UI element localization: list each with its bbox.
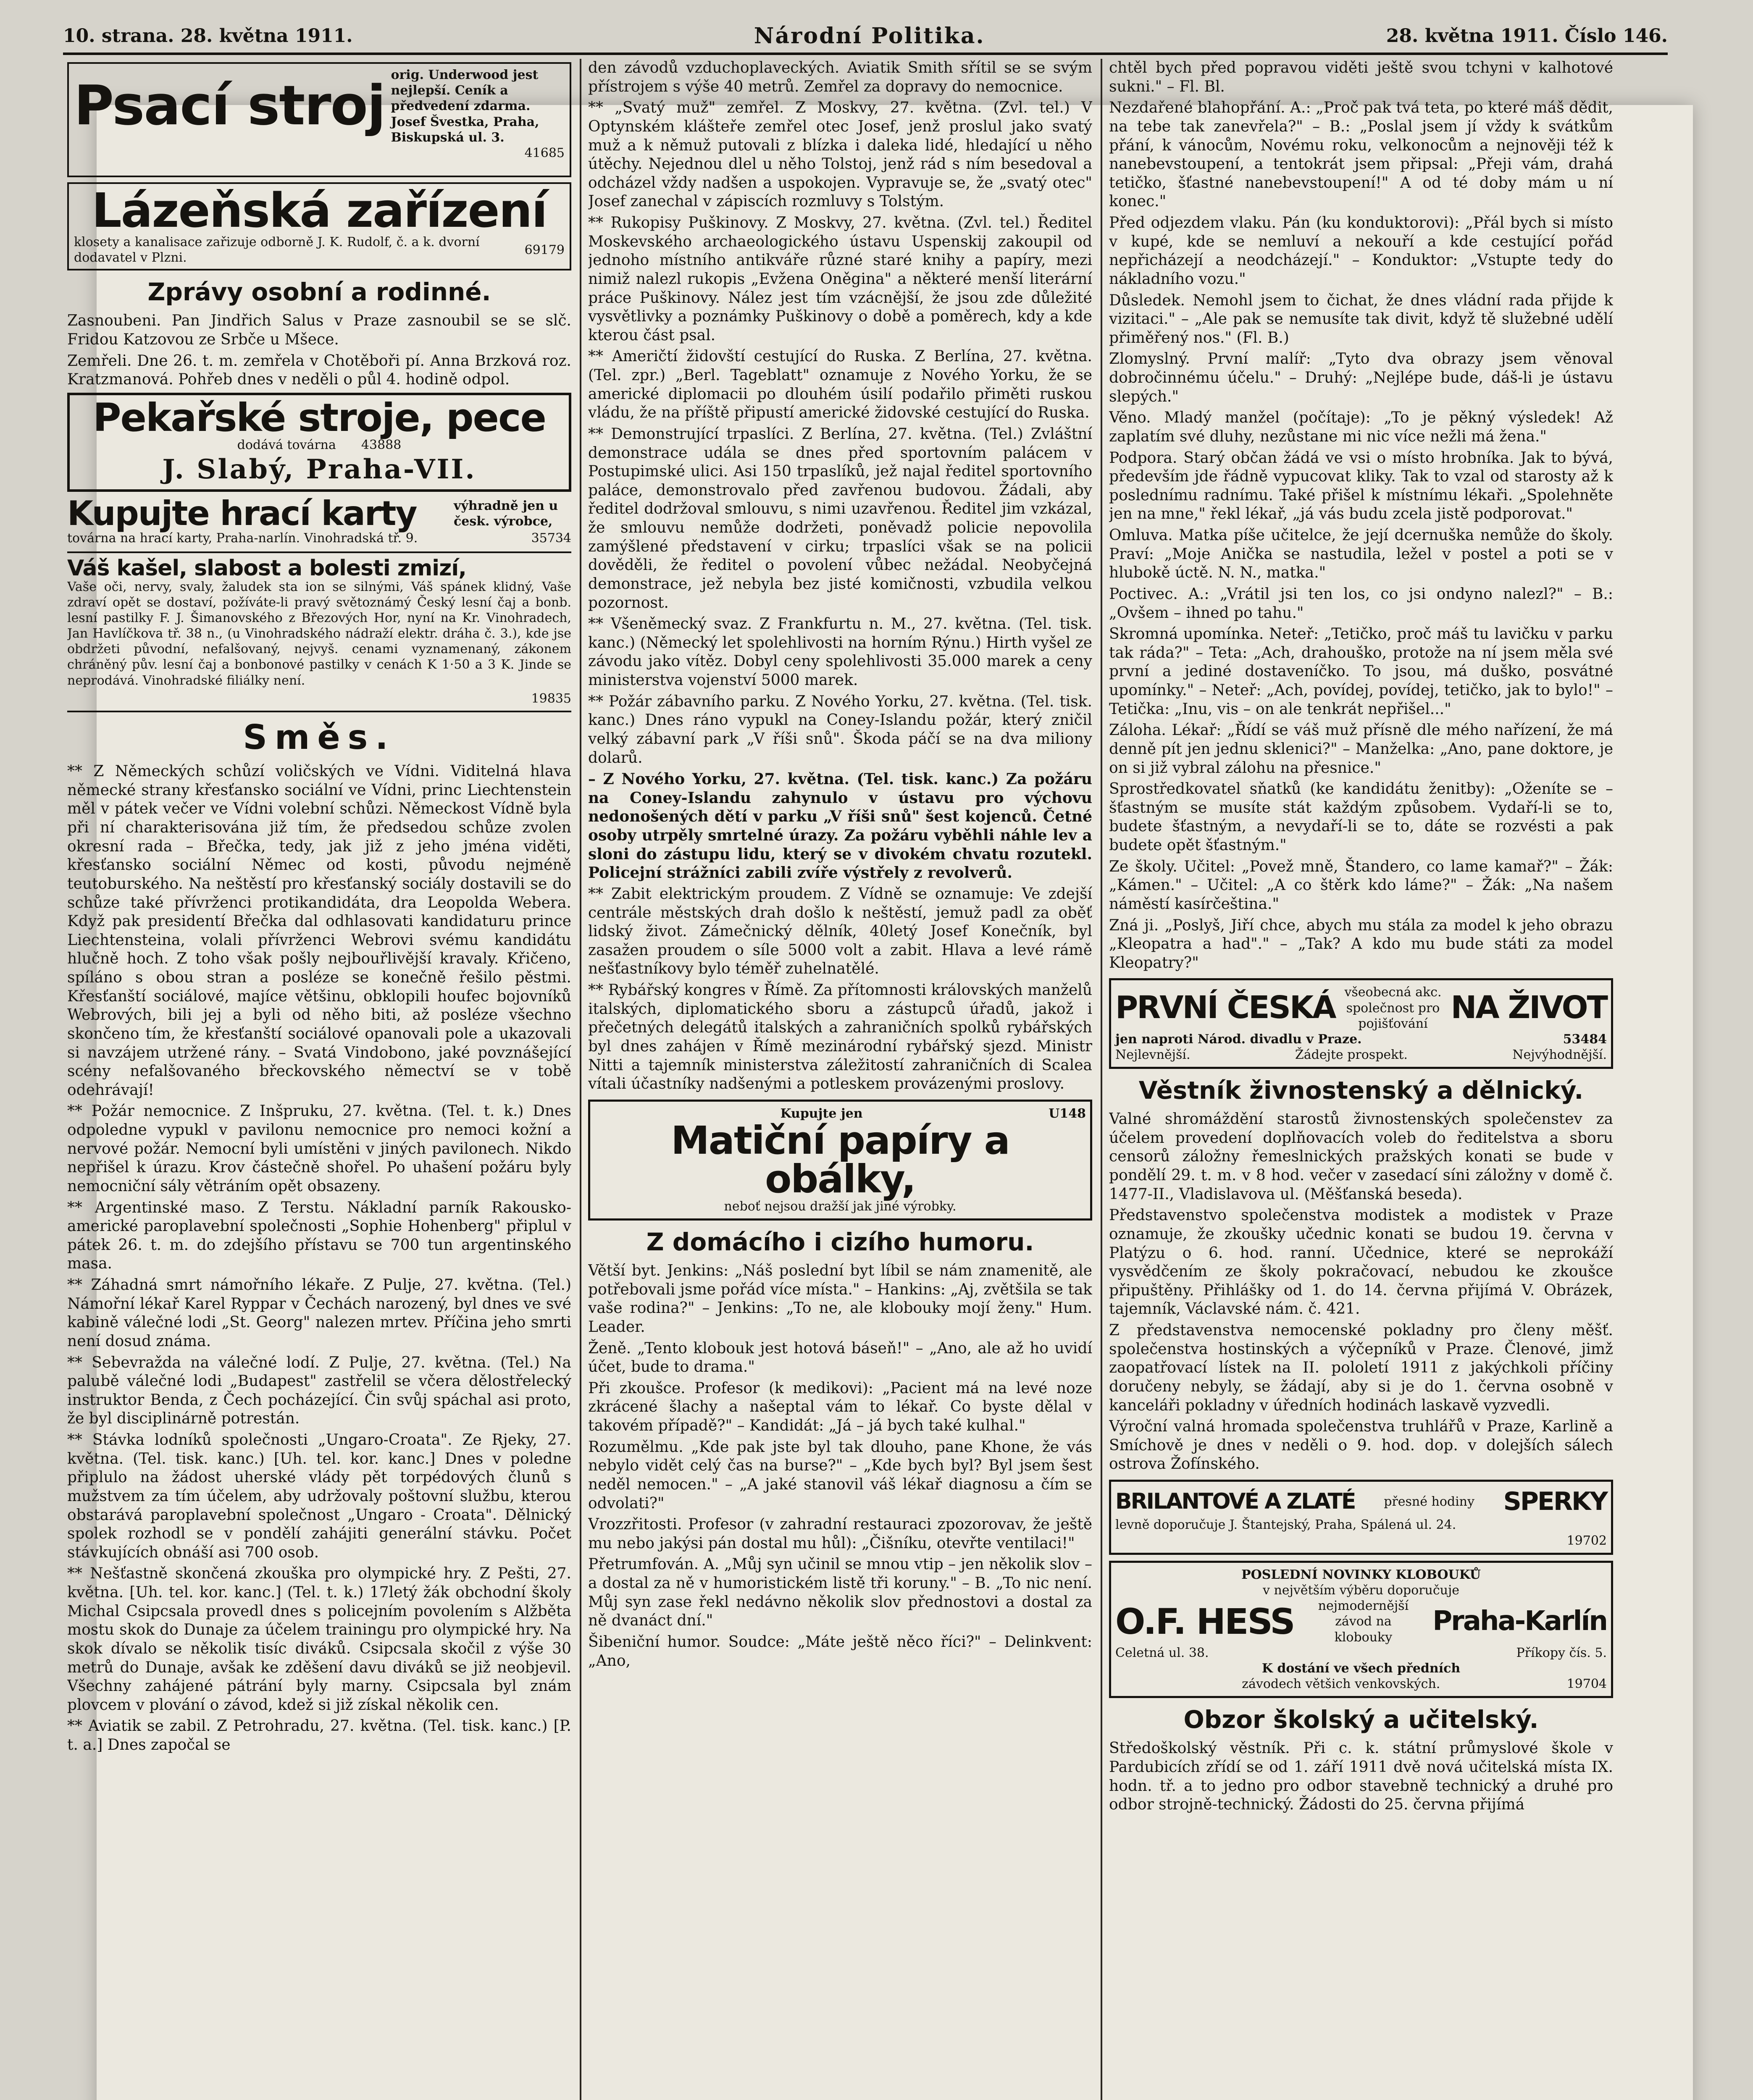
ad-maticni-top-right: U148	[1049, 1106, 1086, 1121]
news-paragraph: ** Demonstrující trpaslíci. Z Berlína, 27. května. (Tel.) Zvláštní demonstrace udála se dnes před sportovním palácem v Postupimské ulici. Asi 150 trpaslíků, jež najal ředitel sportovního paláce, demonstrovalo před zavřenou budovou. Žádali, aby ředitel dodržoval smlouvu, s nimi uzavřenou. Ředitel jim vzkázal, že smlouvu nemůže dodržeti, poněvadž policie nepovolila zamýšlené představení v cirku; trpaslíci však se na policii dověděli, že ředitel o povolení vůbec nežádal. Neobyčejná demonstrace, jež nebyla bez jisté komičnosti, vzbudila velkou pozornost.	[588, 425, 1092, 612]
ad-hess-city: Praha-Karlín	[1432, 1606, 1607, 1637]
ad-brilant-code: 19702	[1566, 1533, 1607, 1548]
smes-paragraph: ** Nešťastně skončená zkouška pro olympické hry. Z Pešti, 27. května. [Uh. tel. kor. kanc.] (Tel. t. k.) 17letý žák obchodní školy Michal Csipcsala provedl dnes s policejním povolením s Alžběta mostu skok do Dunaje za účelem trainingu pro olympické hry. Na skok dívalo se několik tisíc diváků. Csipcsala skočil z výše 30 metrů do Dunaje, avšak ke zděšení davu diváků se již neobjevil. Všechny zahájené pátrání byly marny. Csipcsala byl znám plovcem v plování o závod, kdež si již získal několik cen.	[67, 1565, 571, 1714]
zpravy-paragraph: Zemřeli. Dne 26. t. m. zemřela v Chotěboři pí. Anna Brzková roz. Kratzmanová. Pohřeb dnes v neděli o půl 4. hodině odpol.	[67, 352, 571, 388]
column-3	[1109, 59, 1613, 2100]
obzor-paragraph: Středoškolský věstník. Při c. k. státní průmyslové škole v Pardubicích zřídí se od 1. září 1911 dvě nová učitelská místa IX. hodn. tř. a to jedno pro odbor stavebně technický a druhé pro odbor strojně-technický. Žádosti do 25. června přijímá	[1109, 1740, 1613, 1814]
ad-lazenska-zarizeni	[67, 182, 571, 270]
humor-paragraph: Skromná upomínka. Neteř: „Tetičko, proč máš tu lavičku v parku tak ráda?" – Teta: „Ach, drahouško, protože na ní jsem měla své první a jediné dostaveníčko. To jsou, má duško, posvátné upomínky." – Neteř: „Ach, povídej, povídej, tetičko, jak to bylo!" – Tetička: „Inu, vis – on ale tenkrát nepřišel..."	[1109, 625, 1613, 718]
news-paragraph: – Z Nového Yorku, 27. května. (Tel. tisk. kanc.) Za požáru na Coney-Islandu zahynulo v ústavu pro výchovu nedonošených dětí v parku „V říši snů" šest kojenců. Četné osoby utrpěly smrtelné úrazy. Za požáru vyběhli náhle lev a sloni do zástupu lidu, který se v divokém chvatu rozutekl. Policejní strážníci zabili zvíře výstřely z revolverů.	[588, 770, 1092, 882]
zpravy-paragraph: Zasnoubeni. Pan Jindřich Salus v Praze zasnoubil se se slč. Fridou Katzovou ze Srbče u Mšece.	[67, 312, 571, 348]
ad-hess-addr-left: Celetná ul. 38.	[1115, 1645, 1209, 1660]
ad-hess-name: O.F. HESS	[1115, 1601, 1294, 1642]
news-paragraph: ** Rukopisy Puškinovy. Z Moskvy, 27. května. (Zvl. tel.) Ředitel Moskevského archaeologického ústavu Uspenskij zakoupil od jednoho místního antikváře různé staré knihy a papíry, mezi nimiž nalezl rukopis „Evžena Oněgina" a některé menší literární práce Puškinovy. Nález jest tím vzácnější, že jsou zde důležité vysvětlivky a poznámky Puškinovy o době a poměrech, kdy a kde kterou část psal.	[588, 214, 1092, 344]
humor-paragraph: Ze školy. Učitel: „Povež mně, Štandero, co lame kamař?" – Žák: „Kámen." – Učitel: „A co štěrk kdo láme?" – Žák: „Na našem náměstí kasírčeština."	[1109, 858, 1613, 913]
ad-prvni-left: PRVNÍ ČESKÁ	[1115, 990, 1335, 1026]
masthead-left: 10. strana. 28. května 1911.	[63, 25, 353, 47]
humor-paragraph: Důsledek. Nemohl jsem to čichat, že dnes vládní rada přijde k vizitaci." – „Ale pak se nemusíte tak divit, když tě služebné udělí přiměřený nos." (Fl. B.)	[1109, 291, 1613, 346]
humor-paragraph: Před odjezdem vlaku. Pán (ku konduktorovi): „Přál bych si místo v kupé, kde se nemluví a nekouří a kde cestující pořád nepřicházejí a neodcházejí." – Konduktor: „Vstupte tedy do nákladního vozu."	[1109, 214, 1613, 288]
humor-paragraph: Přetrumfován. A. „Můj syn učinil se mnou vtip – jen několik slov – a dostal za ně v humoristickém listě tři koruny." – B. „To nic není. Můj syn zase řekl nedávno několik slov přednostovi a dostal za ně dvanáct dní."	[588, 1556, 1092, 1630]
ad-lazenska-text: klosety a kanalisace zařizuje odborně J. K. Rudolf, č. a k. dvorní dodavatel v Plzni.	[74, 235, 480, 265]
ad-psaci-text: orig. Underwood jest nejlepší. Ceník a předvedení zdarma. Josef Švestka, Praha, Biskupská ul. 3.	[391, 68, 539, 145]
humor-paragraph: Poctivec. A.: „Vrátil jsi ten los, co jsi ondyno nalezl?" – B.: „Ovšem – ihned po tahu."	[1109, 585, 1613, 622]
column-divider	[1101, 59, 1102, 2100]
ad-hess-mid: nejmodernější závod na klobouky	[1318, 1599, 1409, 1645]
humor-paragraph: Omluva. Matka píše učitelce, že její dcernuška nemůže do školy. Praví: „Moje Anička se nastudila, ležel v postel a poti se v hlubokě úctě. N. N., matka."	[1109, 527, 1613, 582]
humor-paragraph: Ženě. „Tento klobouk jest hotová báseň!" – „Ano, ale až ho uvidí účet, bude to drama."	[588, 1339, 1092, 1376]
ad-hess-code: 19704	[1566, 1677, 1607, 1692]
humor-paragraph: Sprostředkovatel sňatků (ke kandidátu ženitby): „Oženíte se – šťastným se musíte stát každým způsobem. Vydaří-li se to, budete šťastným, a nevydaří-li se to, dáte se rozvésti a pak budete opět šťastným."	[1109, 780, 1613, 854]
ad-pekarske-firm: J. Slabý, Praha-VII.	[162, 453, 476, 485]
vestnik-paragraph: Valné shromáždění starostů živnostenských společenstev za účelem provedení doplňovacích voleb do ředitelstva a sboru censorů záložny řemeslnických pražských konati se bude v pondělí 29. t. m. v 8 hod. večer v zasedací síni záložny v domě č. 1477-II., Vladislavova ul. (Měšťanská beseda).	[1109, 1110, 1613, 1203]
humor-paragraph: Záloha. Lékař: „Řídí se váš muž přísně dle mého nařízení, že má denně pít jen jednu sklenici?" – Manželka: „Ano, pane doktore, je on si již vybral zálohu na přesnice."	[1109, 722, 1613, 777]
humor-paragraph: Větší byt. Jenkins: „Náš poslední byt líbil se nám znamenitě, ale potřebovali jsme pořád více místa." – Hankins: „Aj, zvětšila se tak vaše rodina?" – Jenkins: „To ne, ale klobouky mojí ženy." Hum. Leader.	[588, 1262, 1092, 1336]
ad-brilant-text: levně doporučuje J. Štantejský, Praha, Spálená ul. 24.	[1115, 1517, 1456, 1533]
ad-prvni-middle: všeobecná akc. společnost pro pojišťování	[1344, 985, 1442, 1031]
ad-brilant-right: SPERKY	[1503, 1487, 1607, 1517]
obzor-heading: Obzor školský a učitelský.	[1183, 1705, 1539, 1734]
humor-paragraph: Podpora. Starý občan žádá ve vsi o místo hrobníka. Jak to bývá, především jde řádně vypucovat kliky. Tak to vzal od starosty až k poslednímu radnímu. Také přišel k místnímu lékaři. „Spolehněte jen na mne," řekl lékař, „já vás budu zcela jistě podporovat."	[1109, 449, 1613, 523]
smes-heading: Směs.	[243, 718, 396, 757]
column-2	[588, 59, 1092, 2100]
ad-lazenska-code: 69179	[524, 242, 565, 257]
ad-karty-sub: továrna na hrací karty, Praha-narlín. Vinohradská tř. 9.	[67, 531, 418, 546]
ad-pekarske-title: Pekařské stroje, pece	[93, 395, 546, 440]
smes-paragraph: ** Aviatik se zabil. Z Petrohradu, 27. května. (Tel. tisk. kanc.) [P. t. a.] Dnes započal se	[67, 1717, 571, 1754]
humor-paragraph: chtěl bych před popravou viděti ještě svou tchyni v kalhotové sukni." – Fl. Bl.	[1109, 59, 1613, 95]
ad-prvni-ceska	[1109, 978, 1613, 1069]
news-paragraph: den závodů vzduchoplaveckých. Aviatik Smith sřítil se se svým přístrojem s výše 40 metrů. Zemřel za dopravy do nemocnice.	[588, 59, 1092, 95]
ad-brilant-left: BRILANTOVÉ A ZLATÉ	[1115, 1489, 1355, 1515]
ad-prvni-address: jen naproti Národ. divadlu v Praze.	[1115, 1032, 1362, 1047]
smes-paragraph: ** Záhadná smrt námořního lékaře. Z Pulje, 27. května. (Tel.) Námořní lékař Karel Ryppar v Čechách narozený, byl dnes ve své kabině válečné lodi „St. Georg" nalezen mrtev. Příčina jeho smrti není dosud známa.	[67, 1276, 571, 1350]
humor-paragraph: Vrozzřitosti. Profesor (v zahradní restauraci zpozorovav, že ještě mu nebo jakýsi pán dostal mu hůl): „Čišníku, otevřte ventilaci!"	[588, 1516, 1092, 1552]
column-divider	[580, 59, 581, 2100]
masthead-right: 28. května 1911. Číslo 146.	[1386, 25, 1668, 47]
ad-kasel-title: Váš kašel, slabost a bolesti zmizí,	[67, 555, 466, 581]
news-paragraph: ** Američtí židovští cestující do Ruska. Z Berlína, 27. května. (Tel. zpr.) „Berl. Tageblatt" oznamuje z Nového Yorku, že se americké diplomacii po dlouhém úsilí podařilo přiměti ruskou vládu, že na příště připustí americké židovské cestující do Ruska.	[588, 348, 1092, 422]
ad-lazenska-title: Lázeňská zařízení	[92, 184, 547, 238]
ad-prvni-bottom-left: Nejlevnější.	[1115, 1047, 1191, 1063]
ad-maticni-top-left: Kupujte jen	[780, 1106, 863, 1121]
vestnik-paragraph: Z představenstva nemocenské pokladny pro členy měšť. společenstva hostinských a výčepníků v Praze. Členové, jimž zaopatřovací lístek na II. pololetí 1911 z jakýchkoli příčiny doručeny nebyly, se žádají, aby si je do 1. června osobně v kanceláři pokladny v úředních hodinách laskavě vyzvedli.	[1109, 1322, 1613, 1414]
ad-prvni-right: NA ŽIVOT	[1451, 990, 1607, 1026]
ad-karty-code: 35734	[531, 531, 571, 546]
ad-hess-bottom1: K dostání ve všech předních	[1262, 1661, 1461, 1676]
ad-karty-title: Kupujte hrací karty	[67, 494, 417, 533]
ad-hraci-karty	[67, 494, 571, 546]
ad-kasel-text: Vaše oči, nervy, svaly, žaludek sta ion se silnými, Váš spánek klidný, Vaše zdraví opět se dostaví, požíváte-li pravý světoznámý Český lesní čaj a bonb. lesní pastilky F. J. Šimanovského z Březových Hor, nyní na Kr. Vinohradech, Jan Havlíčkova tř. 38 n., (u Vinohradského nádraží elektr. dráha č. 3.), kde jse obdržeti původní, nefalšovaný, nejvyš. cenami vyznamenaný, zákonem chráněný pův. lesní čaj a bonbonové pastilky v cenách K 1·50 a 3 K. Jinde se neprodává. Vinohradské filiálky není.	[67, 579, 571, 688]
zpravy-heading: Zprávy osobní a rodinné.	[147, 278, 491, 307]
humor-paragraph: Zlomyslný. První malíř: „Tyto dva obrazy jsem věnoval dobročinnému účelu." – Druhý: „Nejlépe bude, dáš-li je ústavu slepých."	[1109, 350, 1613, 405]
humor-paragraph: Při zkoušce. Profesor (k medikovi): „Pacient má na levé noze zkrácené šlachy a našeptal vám to lékař. Co byste dělal v takovém případě?" – Kandidát: „Já – já bych také kulhal."	[588, 1379, 1092, 1435]
ad-psaci-stroj	[67, 62, 571, 177]
smes-paragraph: ** Sebevražda na válečné lodí. Z Pulje, 27. května. (Tel.) Na palubě válečné lodi „Budapest" zastřelil se včera dělostřelecký instruktor Benda, z Čech pocházející. Čin svůj spáchal asi proto, že byl disciplinárně potrestán.	[67, 1354, 571, 1428]
ad-maticni-sub: neboť nejsou dražší jak jiné výrobky.	[724, 1199, 957, 1214]
ad-pekarske-sub: dodává továrna	[237, 437, 336, 452]
ad-prvni-code: 53484	[1563, 1032, 1607, 1047]
ad-pekarske-code: 43888	[361, 437, 402, 452]
humor-heading: Z domácího i cizího humoru.	[646, 1228, 1034, 1257]
smes-paragraph: ** Argentinské maso. Z Terstu. Nákladní parník Rakousko-americké paroplavební společnosti „Sophie Hohenberg" připlul v pátek 26. t. m. do zdejšího přístavu se 700 tun argentinského masa.	[67, 1199, 571, 1273]
vestnik-heading: Věstník živnostenský a dělnický.	[1138, 1076, 1584, 1105]
news-paragraph: ** Zabit elektrickým proudem. Z Vídně se oznamuje: Ve zdejší centrále městských drah došlo k neštěstí, jemuž padl za oběť lidský život. Zámečnický dělník, 40letý Josef Konečník, byl zasažen proudem o síle 5000 volt a zabit. Hlava a levé rámě nešťastníkovy bylo téměř zuhelnatělé.	[588, 885, 1092, 978]
humor-paragraph: Šibeniční humor. Soudce: „Máte ještě něco říci?" – Delinkvent: „Ano,	[588, 1633, 1092, 1670]
vestnik-paragraph: Představenstvo společenstva modistek a modistek v Praze oznamuje, že zkoušky učednic konati se budou 19. června v Platýzu o 6. hod. ranní. Učednice, které se neprokáží vysvědčením ze školy pokračovací, nebudou ke zkoušce připuštěny. Přihlášky od 1. do 14. června přijímá V. Obrázek, tajemník, Václavské nám. č. 421.	[1109, 1207, 1613, 1318]
masthead-title: Národní Politika.	[754, 23, 985, 49]
ad-hess-top1: POSLEDNÍ NOVINKY KLOBOUKŮ	[1241, 1567, 1481, 1582]
ad-kasel-code: 19835	[531, 691, 571, 706]
masthead	[63, 21, 1668, 50]
ad-psaci-code: 41685	[524, 145, 565, 160]
column-1	[67, 59, 571, 2100]
ad-hess-top2: v největším výběru doporučuje	[1262, 1583, 1460, 1598]
ad-pekarske-stroje	[67, 393, 571, 492]
smes-paragraph: ** Požár nemocnice. Z Inšpruku, 27. května. (Tel. t. k.) Dnes odpoledne vypukl v pavilonu nemocnice pro nemoci kožní a nervové požár. Nemocní byli umístěni v jiných pavilonech. Nikdo nepřišel k úrazu. Krov částečně shořel. Po uhašení požáru byly nemocniční sály větráním opět obsazeny.	[67, 1102, 571, 1195]
humor-paragraph: Věno. Mladý manžel (počítaje): „To je pěkný výsledek! Až zaplatím své dluhy, nezůstane mi nic více nežli má žena."	[1109, 409, 1613, 445]
ad-karty-right: výhradně jen u česk. výrobce,	[454, 499, 558, 529]
humor-paragraph: Nezdařené blahopřání. A.: „Proč pak tvá teta, po které máš dědit, na tebe tak zanevřela?" – B.: „Poslal jsem jí vždy k svátkům přání, k vánocům, Novému roku, velkonocům a nejnověji též k nanebevstoupení, a tentokrát jsem připsal: „Přeji vám, drahá tetičko, šťastné nanebevstoupení!" A od té doby mám u ní konec."	[1109, 99, 1613, 210]
ad-hess	[1109, 1561, 1613, 1698]
ad-hess-bottom2: závodech většich venkovských.	[1242, 1677, 1440, 1692]
news-paragraph: ** Rybářský kongres v Římě. Za přítomnosti královských manželů italských, diplomatického sboru a zástupců úřadů, jakož i přečetných delegátů italských a zahraničních spolků rybářských byl dnes zahájen v Římě mezinárodní rybářský sjezd. Ministr Nitti a tajemník ministerstva záležitostí zahraničních di Scalea vítali účastníky nadšenými a potleskem provázenými proslovy.	[588, 982, 1092, 1093]
news-paragraph: ** Všeněmecký svaz. Z Frankfurtu n. M., 27. května. (Tel. tisk. kanc.) (Německý let spolehlivosti na horním Rýnu.) Hirth vyšel ze závodu jako vítěz. Dobyl ceny spolehlivosti 35.000 marek a ceny ministerstva vojenství 5000 marek.	[588, 615, 1092, 689]
ad-maticni-title: Matiční papíry a obálky,	[671, 1118, 1009, 1202]
ad-prvni-bottom-mid: Žádejte prospekt.	[1295, 1047, 1408, 1063]
ad-maticni-papiry	[588, 1100, 1092, 1221]
smes-paragraph: ** Z Německých schůzí voličských ve Vídni. Viditelná hlava německé strany křesťansko sociální ve Vídni, princ Liechtenstein měl v pátek večer ve Vídni volební schůzi. Německost Vídně byla při ní charakterisována již tím, že předsedou schůze zvolen okresní rada – Břečka, tedy, jak již z jeho jména viděti, křesťansko sociální Němec od kosti, původu nejméně teutoburského. Na neštěstí pro křesťanský sociály dostavili se do schůze také přívrženci protikandidáta, dra Leopolda Webera. Když pak presidentí Břečka dal odhlasovati kandidaturu prince Liechtensteina, volali přívrženci Webrovi svému kandidátu hlučně hoch. Z toho však pošly nejbouřlivější kravaly. Křičeno, spíláno s obou stran a posléze se konečně řešilo pěstmi. Křesťanští sociálové, majíce většinu, obklopili houfec bojovníků Webrových, bili jej a byli od něho biti, až posléze všechno skončeno tím, že křesťanští sociálové opanovali pole a ukazovali si navzájem utržené rány. – Svatá Vindobono, jaké povznášející scény nefalšovaného břeckovského němectví se v tobě odehrávají!	[67, 763, 571, 1099]
ad-psaci-title: Psací stroj	[74, 74, 385, 137]
humor-paragraph: Rozumělmu. „Kde pak jste byl tak dlouho, pane Khone, že vás nebylo vidět celý čas na burse?" – „Kde bych byl? Byl jsem šest neděl nemocen." – „A jaké stanovil váš lékař diagnosu a čím se odvolati?"	[588, 1438, 1092, 1512]
ad-kasel	[67, 557, 571, 707]
ad-prvni-bottom-right: Nejvýhodnější.	[1512, 1047, 1607, 1063]
ad-hess-addr-right: Příkopy čís. 5.	[1516, 1645, 1607, 1660]
ad-brilant-mid: přesné hodiny	[1384, 1494, 1474, 1509]
news-paragraph: ** „Svatý muž" zemřel. Z Moskvy, 27. května. (Zvl. tel.) V Optynském klášteře zemřel otec Josef, jenž proslul jako svatý muž a k němuž putovali z blízka i daleka lidé, hledající u něho útěchy. Nejednou dlel u něho Tolstoj, jenž rád s ním besedoval a odcházel vždy nadšen a uspokojen. Vypravuje se, že „svatý otec" Josef zanechal v zápiscích rozmluvy s Tolstým.	[588, 99, 1092, 210]
humor-paragraph: Zná ji. „Poslyš, Jiří chce, abych mu stála za model k jeho obrazu „Kleopatra a had"." – „Tak? A kdo mu bude státi za model Kleopatry?"	[1109, 916, 1613, 971]
smes-paragraph: ** Stávka lodníků společnosti „Ungaro-Croata". Ze Rjeky, 27. května. (Tel. tisk. kanc.) [Uh. tel. kor. kanc.] Dnes v poledne připlulo na žádost uherské vlády pět torpédových člunů s mužstvem za tím účelem, aby udržovaly poštovní službu, kterou obstarává paroplavební společnost „Ungaro - Croata". Dělnický spolek rozhodl se v pondělí zahájiti generální stávku. Počet stávkujících obnáší asi 700 osob.	[67, 1431, 571, 1561]
news-paragraph: ** Požár zábavního parku. Z Nového Yorku, 27. května. (Tel. tisk. kanc.) Dnes ráno vypukl na Coney-Islandu požár, který zničil velký zábavní park „V říši snů". Škoda páčí se na dva miliony dolarů.	[588, 693, 1092, 766]
vestnik-paragraph: Výroční valná hromada společenstva truhlářů v Praze, Karlině a Smíchově je dnes v neděli o 9. hod. dop. v dolejších sálech ostrova Žofínského.	[1109, 1418, 1613, 1473]
masthead-rule	[63, 52, 1668, 55]
ad-brilant	[1109, 1480, 1613, 1555]
